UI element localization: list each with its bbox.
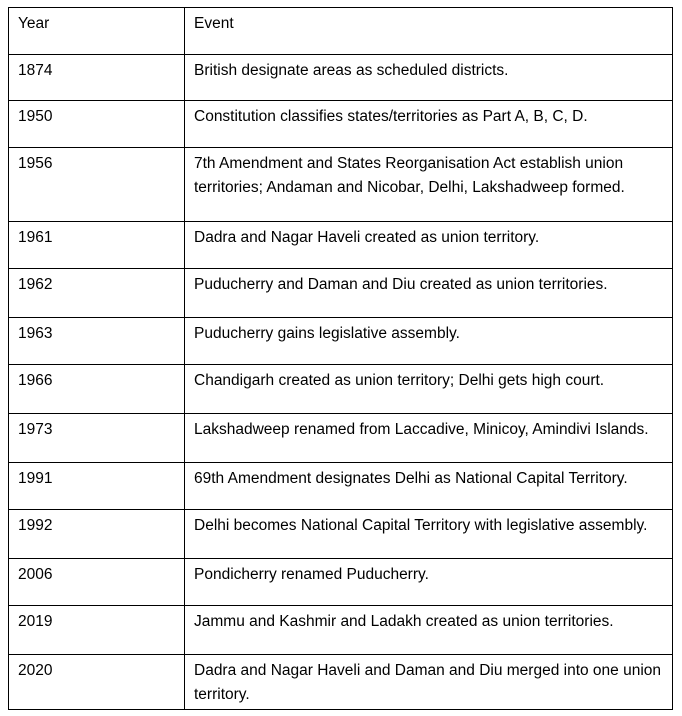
table-row	[9, 269, 673, 318]
event-cell: Dadra and Nagar Haveli and Daman and Diu merged into one union territory.	[185, 655, 673, 710]
year-cell: 1966	[9, 365, 185, 414]
year-cell: 1992	[9, 510, 185, 559]
event-cell: 7th Amendment and States Reorganisation Act establish union territories; Andaman and Nicobar, Delhi, Lakshadweep formed.	[185, 148, 673, 222]
header-event: Event	[185, 8, 673, 55]
year-cell: 1991	[9, 463, 185, 510]
event-cell: 69th Amendment designates Delhi as National Capital Territory.	[185, 463, 673, 510]
header-year: Year	[9, 8, 185, 55]
table-row	[9, 148, 673, 222]
year-cell: 1963	[9, 318, 185, 365]
event-cell: Dadra and Nagar Haveli created as union territory.	[185, 222, 673, 269]
event-cell: Chandigarh created as union territory; Delhi gets high court.	[185, 365, 673, 414]
event-cell: Jammu and Kashmir and Ladakh created as union territories.	[185, 606, 673, 655]
table-row	[9, 510, 673, 559]
table-row	[9, 222, 673, 269]
table-row	[9, 318, 673, 365]
table-row	[9, 606, 673, 655]
event-cell: Pondicherry renamed Puducherry.	[185, 559, 673, 606]
year-cell: 2019	[9, 606, 185, 655]
year-cell: 1874	[9, 55, 185, 101]
event-cell: Puducherry gains legislative assembly.	[185, 318, 673, 365]
table-row	[9, 463, 673, 510]
table-row	[9, 655, 673, 710]
table-row	[9, 365, 673, 414]
event-cell: Puducherry and Daman and Diu created as union territories.	[185, 269, 673, 318]
year-cell: 1961	[9, 222, 185, 269]
year-cell: 2006	[9, 559, 185, 606]
event-cell: Delhi becomes National Capital Territory with legislative assembly.	[185, 510, 673, 559]
table-header-row	[9, 8, 673, 55]
year-cell: 1973	[9, 414, 185, 463]
table-row	[9, 414, 673, 463]
year-cell: 1956	[9, 148, 185, 222]
table-row	[9, 559, 673, 606]
event-cell: Constitution classifies states/territories as Part A, B, C, D.	[185, 101, 673, 148]
timeline-table	[8, 7, 673, 710]
year-cell: 1950	[9, 101, 185, 148]
year-cell: 2020	[9, 655, 185, 710]
table-row	[9, 101, 673, 148]
event-cell: Lakshadweep renamed from Laccadive, Minicoy, Amindivi Islands.	[185, 414, 673, 463]
table-row	[9, 55, 673, 101]
event-cell: British designate areas as scheduled districts.	[185, 55, 673, 101]
year-cell: 1962	[9, 269, 185, 318]
